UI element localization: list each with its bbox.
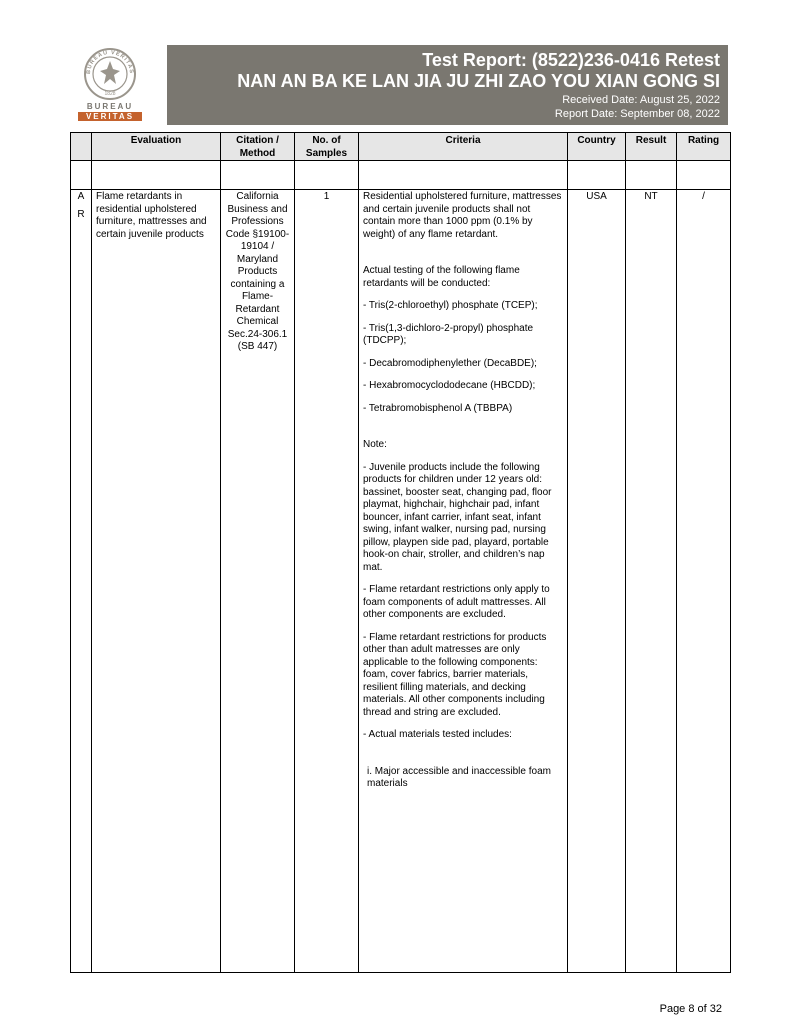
company-name: NAN AN BA KE LAN JIA JU ZHI ZAO YOU XIAN GONG SI xyxy=(237,71,720,91)
logo-year: 1828 xyxy=(104,91,116,97)
report-header xyxy=(167,45,728,125)
logo-seal-icon xyxy=(78,47,142,101)
logo-arc-text: BUREAU VERITAS xyxy=(85,49,135,75)
report-date: Report Date: September 08, 2022 xyxy=(554,108,720,120)
criteria-p12: - Actual materials tested includes: xyxy=(363,729,512,740)
row-code-cell xyxy=(71,190,92,973)
criteria-p4: - Tris(1,3-dichloro-2-propyl) phosphate (TDCPP); xyxy=(363,322,534,346)
logo-wordmark-line2: VERITAS xyxy=(78,112,142,121)
row-code-r: R xyxy=(77,208,85,220)
header-criteria: Criteria xyxy=(359,133,568,161)
logo-wordmark-line1: BUREAU xyxy=(78,102,142,111)
row-result: NT xyxy=(626,190,677,973)
criteria-p2: Actual testing of the following flame retardants will be conducted: xyxy=(363,265,520,289)
row-code-a: A xyxy=(77,191,85,202)
header-code xyxy=(71,133,92,161)
row-citation: California Business and Professions Code §19100-19104 / Maryland Products containing a Flame-Retardant Chemical Sec.24-306.1 (SB 447) xyxy=(221,190,295,973)
bureau-veritas-logo xyxy=(78,47,142,127)
received-date: Received Date: August 25, 2022 xyxy=(562,94,720,106)
row-samples: 1 xyxy=(295,190,359,973)
criteria-p5: - Decabromodiphenylether (DecaBDE); xyxy=(363,357,537,369)
criteria-p1: Residential upholstered furniture, mattresses and certain juvenile products shall not contain more than 1000 ppm (0.1% by weight) of any flame retardant. xyxy=(363,191,562,240)
criteria-p13: i. Major accessible and inaccessible foam materials xyxy=(367,765,551,789)
row-rating: / xyxy=(677,190,731,973)
criteria-p6: - Hexabromocyclododecane (HBCDD); xyxy=(363,380,536,391)
row-evaluation: Flame retardants in residential upholstered furniture, mattresses and certain juvenile products xyxy=(92,190,221,973)
header-citation: Citation / Method xyxy=(221,133,295,161)
header-evaluation: Evaluation xyxy=(92,133,221,161)
row-country: USA xyxy=(568,190,626,973)
table-header-row xyxy=(71,133,731,161)
criteria-p3: - Tris(2-chloroethyl) phosphate (TCEP); xyxy=(363,300,538,311)
report-title: Test Report: (8522)236-0416 Retest xyxy=(422,50,720,70)
header-country: Country xyxy=(568,133,626,161)
criteria-p11: - Flame retardant restrictions for products other than adult matresses are only applicable to the following components: foam, cover fabrics, barrier materials, resilient filling materials, and decking materials. All other components including thread and string are excluded. xyxy=(363,631,547,718)
header-result: Result xyxy=(626,133,677,161)
table-row xyxy=(71,190,731,973)
row-criteria xyxy=(359,190,568,973)
header-samples: No. of Samples xyxy=(295,133,359,161)
table-spacer-row xyxy=(71,161,731,190)
criteria-p9: - Juvenile products include the following products for children under 12 years old: bassinet, booster seat, changing pad, floor playmat, highchair, highchair pad, infant bouncer, infant carrier, infant seat, infant swing, infant walker, nursing pad, nursing pillow, playpen side pad, playard, portable hook-on chair, stroller, and children’s nap mat. xyxy=(363,461,552,573)
page-number: Page 8 of 32 xyxy=(659,1003,722,1015)
criteria-note-label: Note: xyxy=(363,439,387,450)
criteria-p7: - Tetrabromobisphenol A (TBBPA) xyxy=(363,402,513,414)
criteria-p10: - Flame retardant restrictions only apply to foam components of adult mattresses. All other components are excluded. xyxy=(363,584,550,620)
header-rating: Rating xyxy=(677,133,731,161)
evaluation-table xyxy=(70,132,731,973)
